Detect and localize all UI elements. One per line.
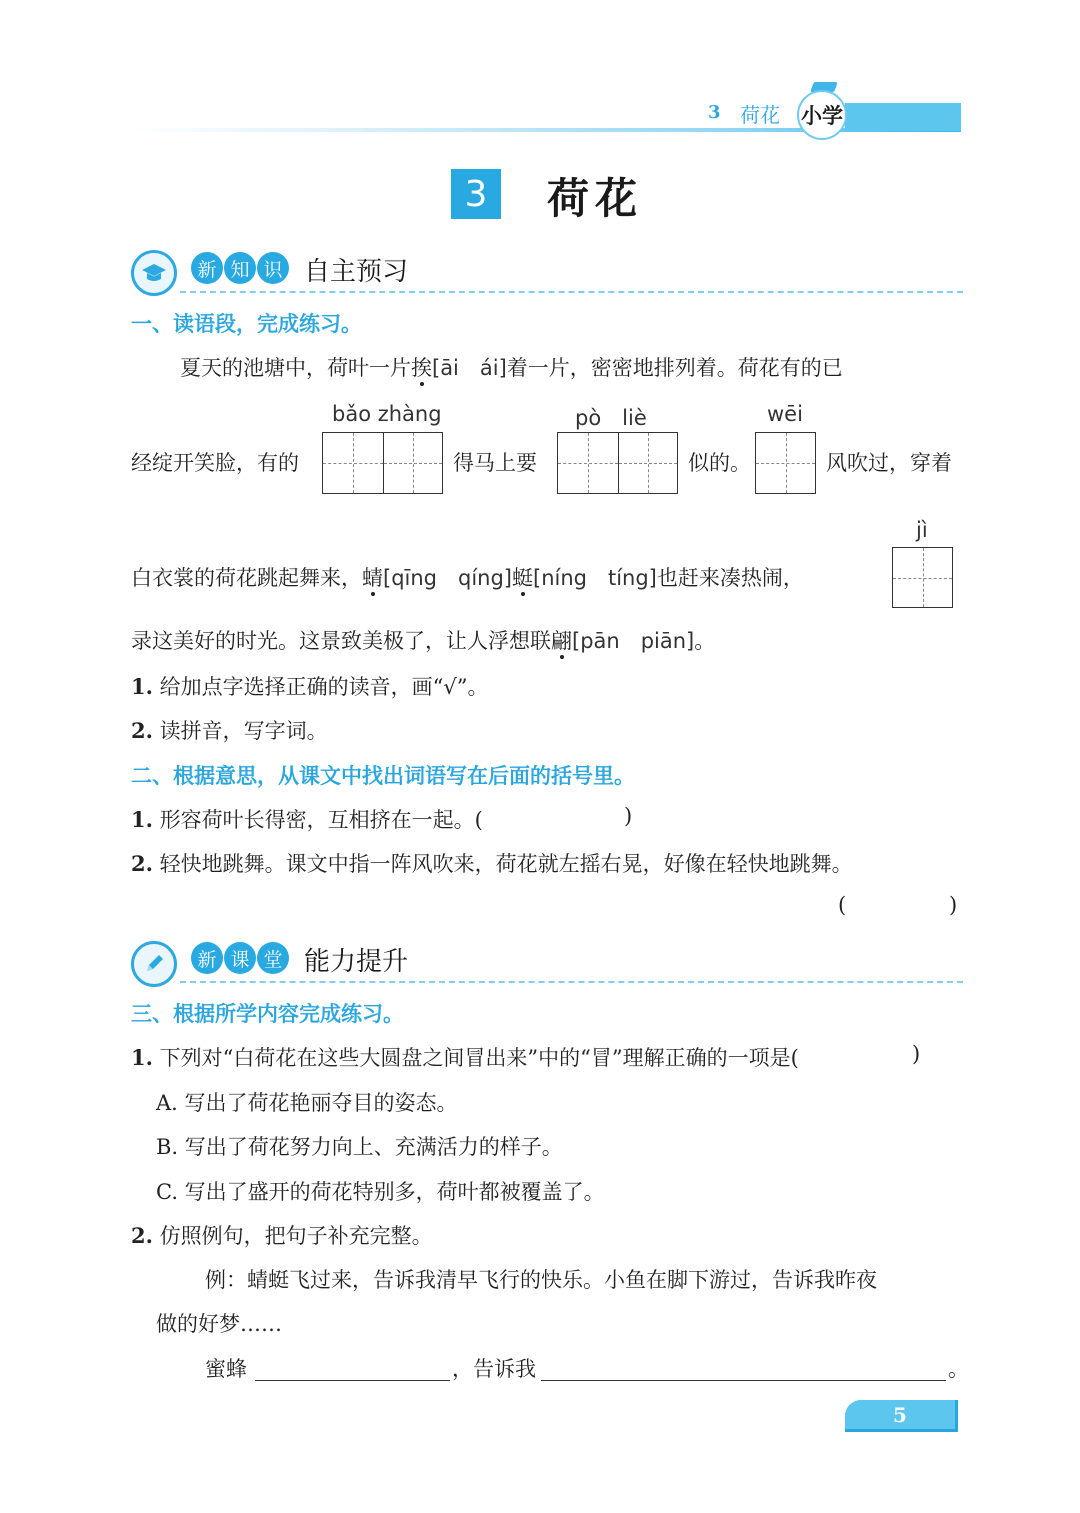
- header-lesson-number: 3: [708, 102, 721, 123]
- option-c[interactable]: C. 写出了盛开的荷花特别多，荷叶都被覆盖了。: [156, 1180, 605, 1204]
- pinyin-choice: [níng tíng]: [533, 566, 657, 590]
- pinyin-label: pò liè: [575, 406, 647, 430]
- header-bar: [845, 103, 961, 131]
- dotted-char: 蜓: [512, 566, 533, 590]
- dotted-char: 翩: [551, 629, 572, 653]
- example-sentence: 例：蜻蜓飞过来，告诉我清早飞行的快乐。小鱼在脚下游过，告诉我昨夜: [205, 1268, 877, 1292]
- section-pill-char: 识: [257, 252, 289, 284]
- section-divider: [180, 981, 963, 983]
- answer-blank[interactable]: [255, 1380, 450, 1381]
- writing-grid-box[interactable]: [557, 432, 678, 494]
- section-divider: [180, 291, 963, 293]
- question-item: 1. 下列对“白荷花在这些大圆盘之间冒出来”中的“冒”理解正确的一项是(: [131, 1045, 799, 1070]
- section-pill-char: 知: [224, 252, 256, 284]
- dotted-char: 挨: [411, 356, 432, 380]
- fill-middle: ，告诉我: [452, 1357, 536, 1381]
- option-a[interactable]: A. 写出了荷花艳丽夺目的姿态。: [156, 1091, 458, 1115]
- passage-text: 经绽开笑脸，有的: [131, 451, 299, 475]
- answer-bracket-close: ): [624, 804, 633, 828]
- graduation-cap-icon: [131, 250, 177, 296]
- dotted-char: 蜻: [362, 566, 383, 590]
- pinyin-label: bǎo zhàng: [332, 402, 442, 426]
- answer-bracket-close: ): [912, 1042, 921, 1066]
- section-title: 自主预习: [304, 257, 409, 287]
- answer-blank[interactable]: [541, 1380, 946, 1381]
- passage-line-4: 录这美好的时光。这景致美极了，让人浮想联翩[pān piān]。: [131, 629, 716, 653]
- passage-line-3: 白衣裳的荷花跳起舞来，蜻[qīng qíng]蜓[níng tíng]也赶来凑热闹，: [131, 566, 804, 590]
- writing-grid-box[interactable]: [892, 547, 953, 608]
- instruction-item: 2. 读拼音，写字词。: [131, 718, 328, 743]
- fill-end: 。: [948, 1357, 969, 1381]
- question-item: 2. 仿照例句，把句子补充完整。: [131, 1223, 433, 1248]
- pinyin-label: jì: [916, 518, 928, 542]
- lesson-title: 荷花: [547, 174, 644, 223]
- section-title: 能力提升: [304, 947, 409, 977]
- pencil-icon: [131, 941, 177, 987]
- section-pill-char: 课: [224, 942, 256, 974]
- fill-prefix: 蜜蜂: [205, 1357, 247, 1381]
- section-pill-char: 堂: [257, 942, 289, 974]
- pinyin-choice: [āi ái]: [432, 356, 507, 380]
- writing-grid-box[interactable]: [322, 432, 443, 494]
- instruction-item: 1. 给加点字选择正确的读音，画“√”。: [131, 674, 489, 699]
- answer-bracket-close: ): [949, 893, 958, 917]
- question-item: 2. 轻快地跳舞。课文中指一阵风吹来，荷花就左摇右晃，好像在轻快地跳舞。: [131, 851, 853, 876]
- header-lesson-name: 荷花: [740, 103, 780, 127]
- section-pill-char: 新: [191, 252, 223, 284]
- passage-text: 得马上要: [453, 451, 537, 475]
- option-b[interactable]: B. 写出了荷花努力向上、充满活力的样子。: [156, 1135, 563, 1159]
- question-item: 1. 形容荷叶长得密，互相挤在一起。(: [131, 807, 483, 832]
- school-badge: 小学: [797, 90, 847, 140]
- question-title: 一、读语段，完成练习。: [131, 312, 362, 336]
- page-number: 5: [845, 1400, 958, 1432]
- passage-line-1: 夏天的池塘中，荷叶一片挨[āi ái]着一片，密密地排列着。荷花有的已: [180, 356, 843, 380]
- passage-text: 似的。: [688, 451, 751, 475]
- question-title: 三、根据所学内容完成练习。: [131, 1002, 404, 1026]
- passage-text: 风吹过，穿着: [826, 451, 952, 475]
- pinyin-choice: [pān piān]: [572, 629, 695, 653]
- pinyin-choice: [qīng qíng]: [383, 566, 512, 590]
- answer-bracket-open: (: [838, 893, 847, 917]
- lesson-number: 3: [451, 169, 501, 219]
- example-sentence: 做的好梦……: [156, 1312, 282, 1336]
- pinyin-label: wēi: [767, 402, 803, 426]
- section-pill-char: 新: [191, 942, 223, 974]
- question-title: 二、根据意思，从课文中找出词语写在后面的括号里。: [131, 764, 635, 788]
- writing-grid-box[interactable]: [755, 432, 816, 494]
